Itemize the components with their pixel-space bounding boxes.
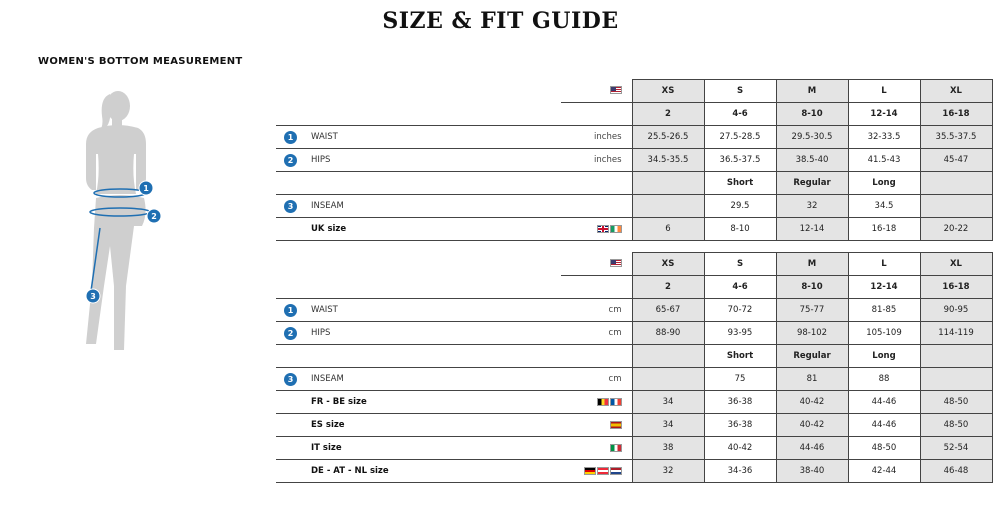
table-cell: 41.5-43 [848, 149, 920, 172]
es-flag-icon [610, 421, 622, 429]
marker-1-icon: 1 [284, 304, 297, 317]
table-row-inseam-header [276, 172, 992, 195]
table-row-es [276, 414, 992, 437]
table-cell: 44-46 [848, 391, 920, 414]
table-cell: 27.5-28.5 [704, 126, 776, 149]
table-cell: 114-119 [920, 322, 992, 345]
row-label: ES size [311, 420, 345, 430]
unit-label: cm [561, 299, 632, 322]
size-table-inches [276, 79, 993, 241]
marker-2-icon: 2 [284, 327, 297, 340]
table-cell: 38.5-40 [776, 149, 848, 172]
unit-label: inches [561, 126, 632, 149]
size-header: XL [920, 253, 992, 276]
table-cell: 45-47 [920, 149, 992, 172]
table-cell: 90-95 [920, 299, 992, 322]
table-cell: 16-18 [848, 218, 920, 241]
table-row-de-at-nl [276, 460, 992, 483]
row-label: INSEAM [311, 374, 344, 384]
inseam-header: Short [704, 345, 776, 368]
table-cell: 70-72 [704, 299, 776, 322]
row-label: HIPS [311, 328, 331, 338]
table-cell: 6 [632, 218, 704, 241]
us-flag-icon [610, 259, 622, 267]
us-size-cell: 2 [632, 276, 704, 299]
table-cell: 38-40 [776, 460, 848, 483]
row-label: IT size [311, 443, 342, 453]
table-cell: 34 [632, 391, 704, 414]
inseam-header: Long [848, 345, 920, 368]
table-cell: 32-33.5 [848, 126, 920, 149]
size-header: XS [632, 80, 704, 103]
table-row [276, 80, 992, 103]
table-row [276, 103, 992, 126]
us-size-cell: 4-6 [704, 276, 776, 299]
us-size-cell: 12-14 [848, 276, 920, 299]
table-cell: 32 [776, 195, 848, 218]
table-cell: 34.5-35.5 [632, 149, 704, 172]
table-cell: 36.5-37.5 [704, 149, 776, 172]
table-cell: 8-10 [704, 218, 776, 241]
table-cell: 36-38 [704, 414, 776, 437]
marker-2 [147, 209, 161, 223]
table-row-uk [276, 218, 992, 241]
table-cell: 88 [848, 368, 920, 391]
table-cell: 20-22 [920, 218, 992, 241]
unit-label: cm [561, 322, 632, 345]
table-cell: 38 [632, 437, 704, 460]
table-cell: 34.5 [848, 195, 920, 218]
inseam-header: Short [704, 172, 776, 195]
table-cell: 40-42 [776, 391, 848, 414]
table-row-inseam [276, 195, 992, 218]
size-header: L [848, 80, 920, 103]
table-cell [920, 195, 992, 218]
size-header: S [704, 253, 776, 276]
fr-flag-icon [610, 398, 622, 406]
inseam-header: Long [848, 172, 920, 195]
table-cell: 93-95 [704, 322, 776, 345]
size-header: L [848, 253, 920, 276]
row-label: HIPS [311, 155, 331, 165]
size-header: M [776, 80, 848, 103]
size-table-cm [276, 252, 993, 483]
table-cell: 48-50 [920, 414, 992, 437]
table-row [276, 253, 992, 276]
marker-3-icon: 3 [284, 373, 297, 386]
marker-1-icon: 1 [284, 131, 297, 144]
table-cell: 48-50 [920, 391, 992, 414]
marker-2-icon: 2 [284, 154, 297, 167]
svg-text:3: 3 [90, 292, 96, 301]
silhouette-shape [86, 91, 146, 350]
section-subtitle: WOMEN'S BOTTOM MEASUREMENT [38, 56, 243, 67]
size-header: XL [920, 80, 992, 103]
table-row-hips [276, 322, 992, 345]
table-cell: 42-44 [848, 460, 920, 483]
table-cell: 105-109 [848, 322, 920, 345]
marker-3 [86, 289, 100, 303]
inseam-header: Regular [776, 345, 848, 368]
table-row-waist [276, 299, 992, 322]
table-cell [920, 368, 992, 391]
body-silhouette-figure [40, 88, 180, 358]
size-header: M [776, 253, 848, 276]
table-cell: 29.5-30.5 [776, 126, 848, 149]
row-label: DE - AT - NL size [311, 466, 389, 476]
table-cell: 48-50 [848, 437, 920, 460]
table-cell: 32 [632, 460, 704, 483]
page-title: SIZE & FIT GUIDE [382, 8, 619, 34]
us-size-cell: 16-18 [920, 276, 992, 299]
table-cell: 34-36 [704, 460, 776, 483]
us-flag-icon [610, 86, 622, 94]
table-row-inseam [276, 368, 992, 391]
us-size-cell: 8-10 [776, 276, 848, 299]
us-size-cell: 4-6 [704, 103, 776, 126]
inseam-header: Regular [776, 172, 848, 195]
unit-label: inches [561, 149, 632, 172]
us-size-cell: 16-18 [920, 103, 992, 126]
table-cell: 29.5 [704, 195, 776, 218]
table-cell: 34 [632, 414, 704, 437]
table-cell: 52-54 [920, 437, 992, 460]
table-cell: 81-85 [848, 299, 920, 322]
row-label: INSEAM [311, 201, 344, 211]
table-cell: 88-90 [632, 322, 704, 345]
at-flag-icon [597, 467, 609, 475]
unit-label: cm [561, 368, 632, 391]
row-label: FR - BE size [311, 397, 367, 407]
svg-text:2: 2 [151, 212, 157, 221]
table-cell: 81 [776, 368, 848, 391]
table-cell: 46-48 [920, 460, 992, 483]
be-flag-icon [597, 398, 609, 406]
table-cell: 40-42 [776, 414, 848, 437]
table-cell: 44-46 [776, 437, 848, 460]
marker-1 [139, 181, 153, 195]
table-cell: 44-46 [848, 414, 920, 437]
table-cell: 25.5-26.5 [632, 126, 704, 149]
table-row-waist [276, 126, 992, 149]
us-size-cell: 2 [632, 103, 704, 126]
table-cell [632, 368, 704, 391]
marker-3-icon: 3 [284, 200, 297, 213]
unit-label [561, 195, 632, 218]
uk-flag-icon [597, 225, 609, 233]
table-cell: 75 [704, 368, 776, 391]
table-cell [632, 195, 704, 218]
us-size-cell: 8-10 [776, 103, 848, 126]
table-row-fr-be [276, 391, 992, 414]
us-size-cell: 12-14 [848, 103, 920, 126]
row-label: UK size [311, 224, 347, 234]
size-header: XS [632, 253, 704, 276]
table-row [276, 276, 992, 299]
table-row-hips [276, 149, 992, 172]
table-row-inseam-header [276, 345, 992, 368]
size-header: S [704, 80, 776, 103]
svg-text:1: 1 [143, 184, 149, 193]
table-cell: 40-42 [704, 437, 776, 460]
nl-flag-icon [610, 467, 622, 475]
ie-flag-icon [610, 225, 622, 233]
table-cell: 36-38 [704, 391, 776, 414]
table-cell: 75-77 [776, 299, 848, 322]
table-cell: 65-67 [632, 299, 704, 322]
row-label: WAIST [311, 305, 338, 315]
it-flag-icon [610, 444, 622, 452]
table-row-it [276, 437, 992, 460]
row-label: WAIST [311, 132, 338, 142]
table-cell: 35.5-37.5 [920, 126, 992, 149]
de-flag-icon [584, 467, 596, 475]
table-cell: 98-102 [776, 322, 848, 345]
table-cell: 12-14 [776, 218, 848, 241]
